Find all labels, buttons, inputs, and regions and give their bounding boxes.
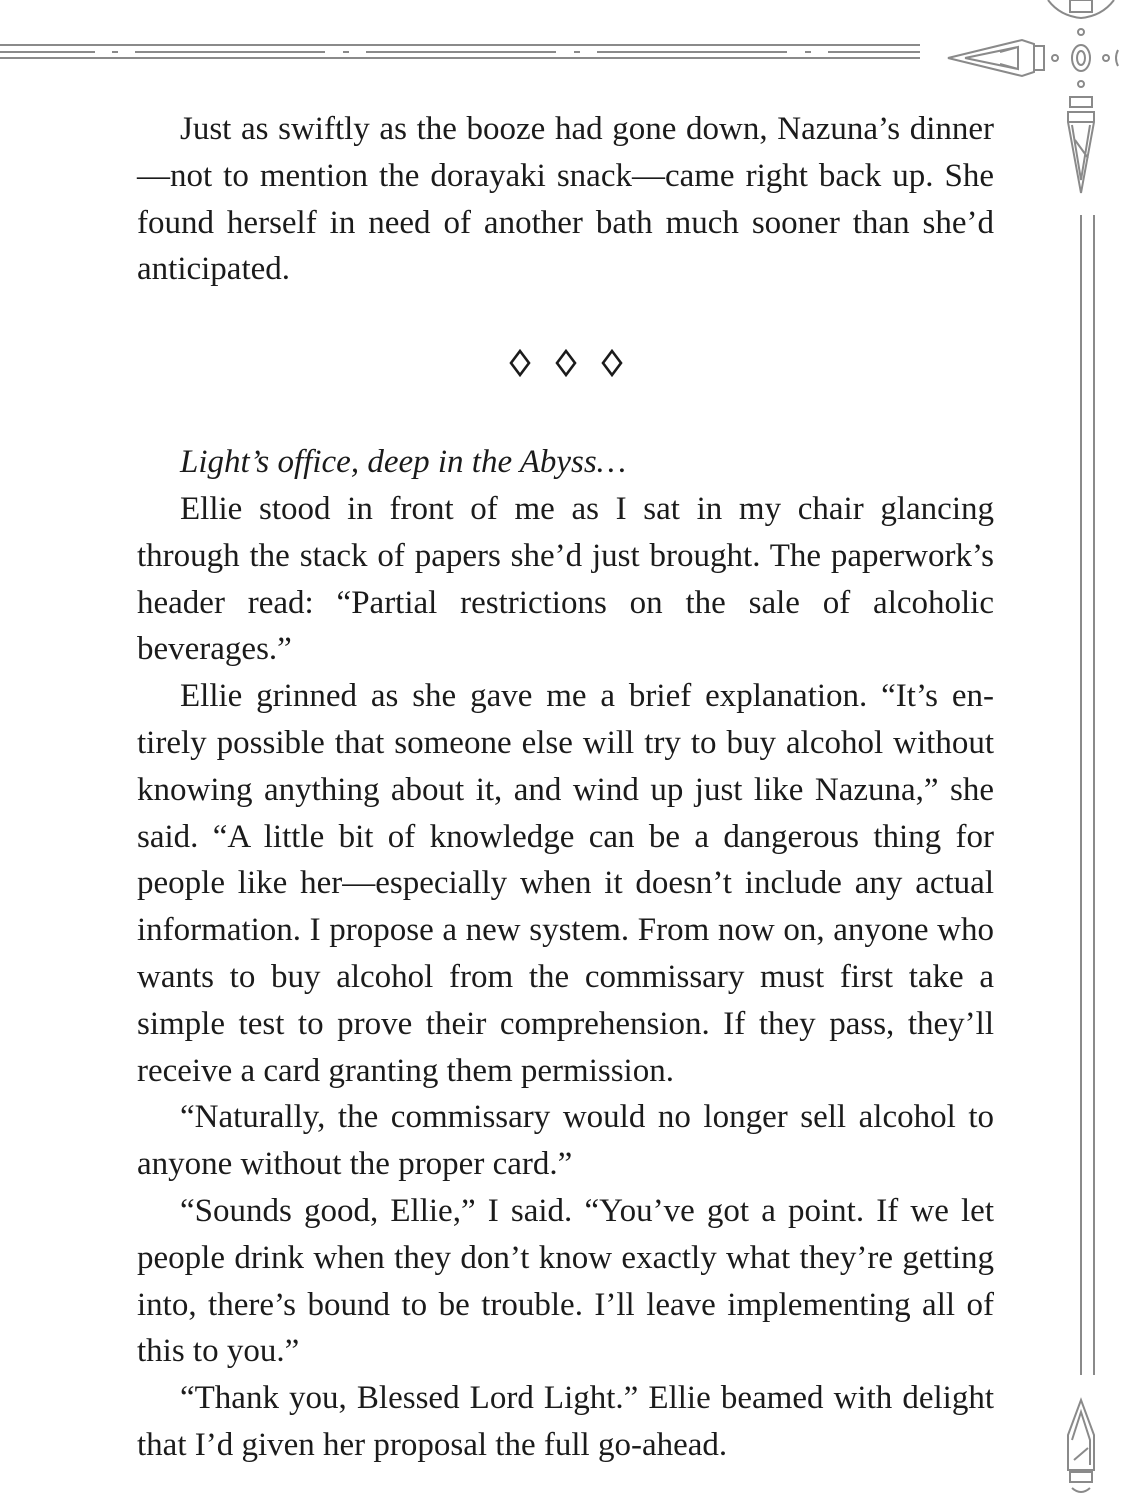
diamond-icon: [601, 349, 623, 377]
paragraph-3: “Naturally, the commissary would no longer sell alcohol to anyone without the proper card.”: [137, 1099, 994, 1183]
paragraph-top-1: Just as swiftly as the booze had gone down, Nazuna’s dinner—not to mention the dorayaki snack—came right back up. She found herself in need of another bath much sooner than she’d anticipated.: [137, 111, 994, 288]
scene-break: [137, 293, 994, 439]
diamond-icon: [555, 349, 577, 377]
diamond-icon: [509, 349, 531, 377]
paragraph-5: “Thank you, Blessed Lord Light.” Ellie beamed with delight that I’d given her proposal the full go-ahead.: [137, 1380, 994, 1463]
paragraph-1: Ellie stood in front of me as I sat in my chair glancing through the stack of papers she’d just brought. The paperwork’s header read: “Partial restrictions on the sale of alcoholic beverages.”: [137, 490, 994, 668]
paragraph-2: Ellie grinned as she gave me a brief explanation. “It’s entirely possible that someone else will try to buy alcohol without knowing anything about it, and wind up just like Nazuna,” she said. “A little bit of knowledge can be a dangerous thing for people like her—especially when it doesn’t include any actual information. I propose a new system. From now on, anyone who wants to buy alcohol from the commissary must first take a simple test to prove their comprehension. If they pass, they’ll receive a card granting them permission.: [137, 678, 994, 1089]
location-line: Light’s office, deep in the Abyss…: [180, 444, 627, 481]
paragraph-4: “Sounds good, Ellie,” I said. “You’ve got a point. If we let people drink when they don’t know exactly what they’re getting into, there’s bound to be trouble. I’ll leave implementing all of this to you.”: [137, 1192, 994, 1370]
book-page-text: [137, 106, 994, 1469]
